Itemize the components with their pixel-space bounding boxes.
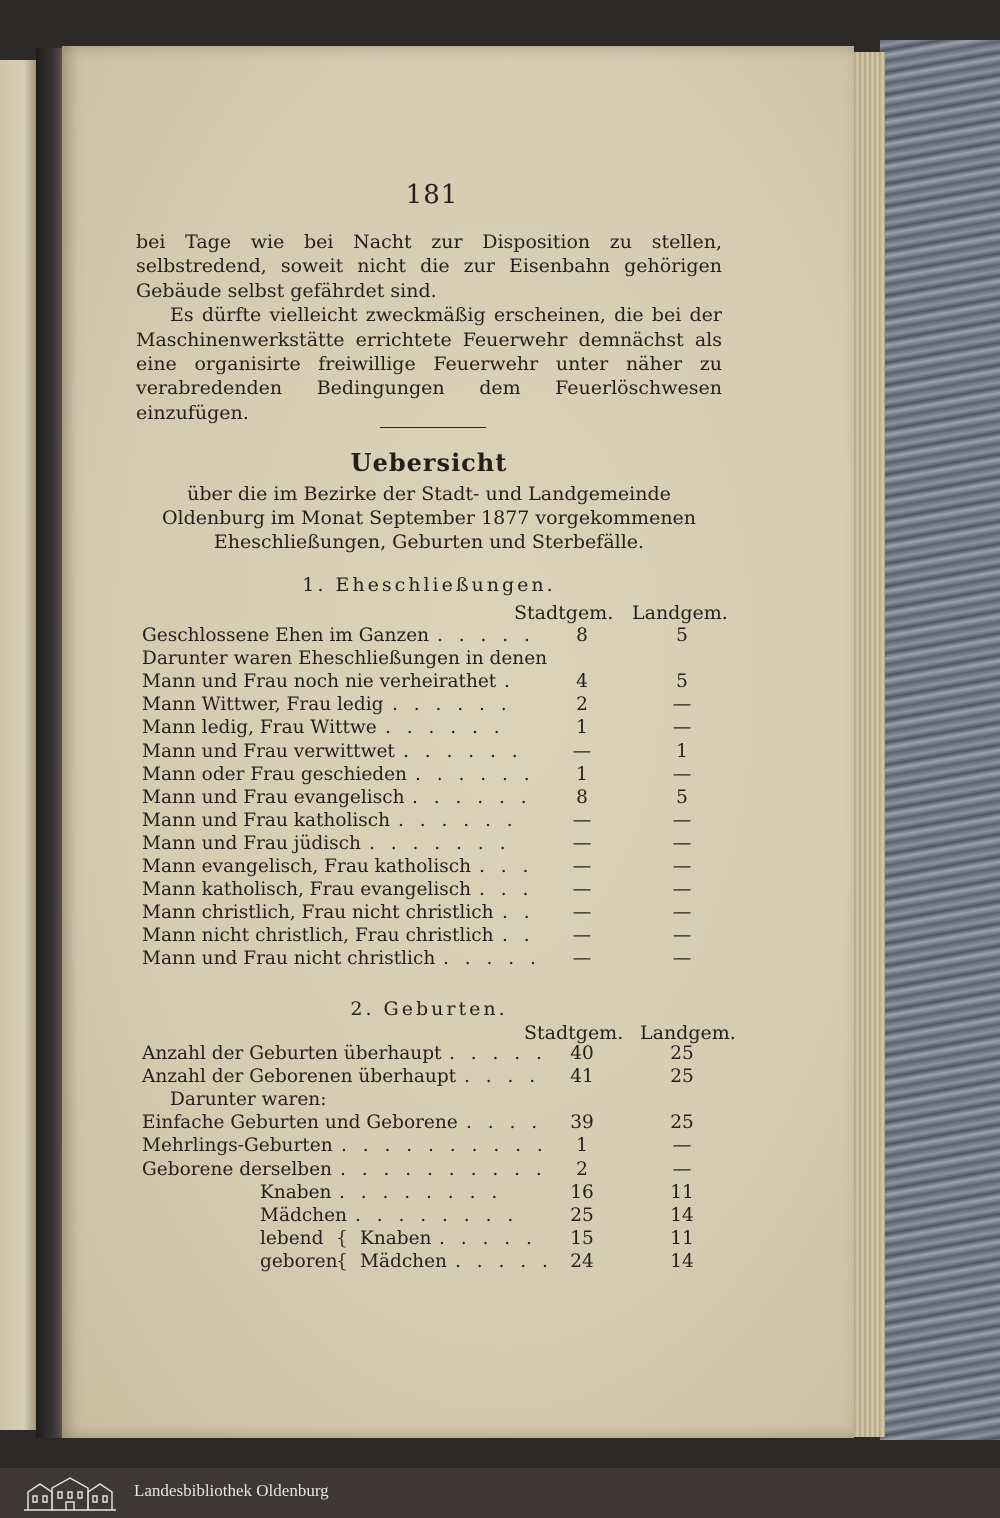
value-landgemeinde: 1	[676, 740, 688, 762]
value-stadtgemeinde: —	[572, 925, 592, 947]
value-landgemeinde: 11	[670, 1181, 694, 1203]
paragraph: Es dürfte vielleicht zweckmäßig erscheinen, die bei der Maschinenwerkstätte errichtete Feuerwehr demnächst als eine organisirte freiwillige Feuerwehr unter näher zu verabredenden Bedingungen dem Feuerlöschwesen einzufügen.	[136, 304, 722, 424]
library-name: Landesbibliothek Oldenburg	[134, 1481, 329, 1500]
row-label: Mann evangelisch, Frau katholisch	[142, 856, 472, 877]
table-heading: Uebersicht	[350, 448, 508, 477]
value-landgemeinde: —	[672, 925, 692, 947]
value-stadtgemeinde: 41	[570, 1066, 594, 1088]
value-stadtgemeinde: 40	[570, 1043, 594, 1064]
row-label: Geborene derselben	[142, 1158, 332, 1180]
column-header-stadt: Stadtgem.	[524, 1022, 624, 1044]
value-landgemeinde: —	[672, 1158, 692, 1180]
row-label: Mann und Frau katholisch	[142, 809, 391, 831]
row-label: Mann christlich, Frau nicht christlich	[142, 902, 494, 924]
table-row	[142, 878, 742, 901]
value-stadtgemeinde: 4	[576, 671, 588, 693]
row-label: Knaben	[260, 1181, 332, 1203]
table-row	[142, 1042, 742, 1065]
leader-dots: . . . . . . . .	[355, 1204, 519, 1226]
row-label: Mann Wittwer, Frau ledig	[142, 694, 384, 716]
value-landgemeinde: 25	[670, 1066, 694, 1088]
section-divider	[380, 427, 486, 428]
row-label: Mann und Frau nicht christlich	[142, 948, 436, 970]
table-row	[142, 809, 742, 832]
table-row	[142, 1111, 742, 1134]
table-row	[142, 1204, 742, 1227]
row-sublabel: Knaben	[360, 1227, 432, 1249]
table-row	[142, 647, 742, 670]
page-number: 181	[405, 180, 459, 210]
value-landgemeinde: —	[672, 856, 692, 877]
row-label: Geschlossene Ehen im Ganzen	[142, 625, 430, 646]
body-text	[136, 230, 722, 425]
value-stadtgemeinde: —	[572, 832, 592, 854]
leader-dots: . .	[502, 902, 535, 924]
table-row	[142, 1065, 742, 1088]
left-page-edge	[0, 60, 40, 1430]
value-stadtgemeinde: 1	[576, 717, 588, 739]
table-row	[142, 855, 742, 878]
value-stadtgemeinde: —	[572, 948, 592, 970]
row-label: Mann und Frau verwittwet	[142, 740, 395, 762]
value-stadtgemeinde: 8	[576, 786, 588, 808]
leader-dots: . . . . . . . . . .	[341, 1135, 548, 1157]
value-stadtgemeinde: 39	[570, 1112, 594, 1134]
value-landgemeinde: —	[672, 809, 692, 831]
value-landgemeinde: —	[672, 879, 692, 901]
table-row	[142, 693, 742, 716]
leader-dots: . .	[502, 925, 535, 947]
value-stadtgemeinde: 1	[576, 1135, 588, 1157]
table-subheading: über die im Bezirke der Stadt- und Landgemeinde Oldenburg im Monat September 1877 vorgekommenen Eheschließungen, Geburten und Sterbefälle.	[161, 483, 697, 553]
value-landgemeinde: —	[672, 1135, 692, 1157]
leader-dots: . . . . .	[455, 1250, 553, 1272]
value-landgemeinde: 11	[670, 1227, 694, 1249]
table-row	[142, 716, 742, 739]
table-row	[142, 786, 742, 809]
table-row	[142, 1250, 742, 1273]
column-header-stadt: Stadtgem.	[514, 602, 614, 624]
value-stadtgemeinde: 15	[570, 1227, 594, 1249]
row-label: Mann oder Frau geschieden	[142, 763, 407, 785]
value-stadtgemeinde: 24	[570, 1250, 594, 1272]
value-landgemeinde: —	[672, 763, 692, 785]
value-stadtgemeinde: —	[572, 740, 592, 762]
brace-mark: {	[336, 1227, 348, 1249]
leader-dots: . . .	[479, 856, 534, 877]
leader-dots: . . .	[479, 879, 534, 901]
value-stadtgemeinde: 2	[576, 694, 588, 716]
book-cover-edge	[880, 40, 1000, 1440]
value-landgemeinde: —	[672, 694, 692, 716]
value-stadtgemeinde: 25	[570, 1204, 594, 1226]
value-landgemeinde: 25	[670, 1112, 694, 1134]
row-label: lebend	[260, 1227, 324, 1249]
table-row	[142, 1227, 742, 1250]
table-row	[142, 740, 742, 763]
row-label: Anzahl der Geborenen überhaupt	[142, 1066, 457, 1088]
value-landgemeinde: 5	[676, 625, 688, 646]
value-landgemeinde: —	[672, 832, 692, 854]
brace-mark: {	[336, 1250, 348, 1272]
book-page	[62, 46, 854, 1438]
row-label: Darunter waren:	[170, 1089, 327, 1111]
row-label: Anzahl der Geburten überhaupt	[142, 1043, 442, 1064]
leader-dots: . . . . . .	[385, 717, 505, 739]
value-stadtgemeinde: 16	[570, 1181, 594, 1203]
row-label: geboren	[260, 1250, 338, 1272]
row-label: Mann ledig, Frau Wittwe	[142, 717, 377, 739]
value-landgemeinde: 5	[676, 786, 688, 808]
value-landgemeinde: —	[672, 948, 692, 970]
value-landgemeinde: —	[672, 902, 692, 924]
leader-dots: . . . . .	[439, 1227, 537, 1249]
table-row	[142, 624, 742, 647]
row-label: Mädchen	[260, 1204, 347, 1226]
leader-dots: .	[504, 671, 515, 693]
table-row	[142, 832, 742, 855]
table-row	[142, 1181, 742, 1204]
value-landgemeinde: —	[672, 717, 692, 739]
leader-dots: . . . . .	[437, 625, 535, 646]
table-row	[142, 901, 742, 924]
value-stadtgemeinde: —	[572, 902, 592, 924]
value-stadtgemeinde: 1	[576, 763, 588, 785]
leader-dots: . . . . . . . .	[339, 1181, 503, 1203]
table-row	[142, 924, 742, 947]
row-label: Mehrlings-Geburten	[142, 1135, 333, 1157]
footer-bar	[0, 1468, 1000, 1518]
value-stadtgemeinde: —	[572, 809, 592, 831]
value-stadtgemeinde: 8	[576, 625, 588, 646]
leader-dots: . . . . . .	[392, 694, 512, 716]
leader-dots: . . . . . .	[398, 809, 518, 831]
column-header-land: Landgem.	[632, 602, 728, 624]
table-row	[142, 1088, 742, 1111]
leader-dots: . . . .	[464, 1066, 541, 1088]
row-label: Darunter waren Eheschließungen in denen	[142, 648, 548, 670]
row-label: Mann und Frau jüdisch	[142, 832, 361, 854]
leader-dots: . . . . . .	[403, 740, 523, 762]
table-row	[142, 1134, 742, 1157]
column-header-land: Landgem.	[640, 1022, 736, 1044]
leader-dots: . . . . . . .	[369, 832, 511, 854]
value-landgemeinde: 5	[676, 671, 688, 693]
row-label: Mann katholisch, Frau evangelisch	[142, 879, 472, 901]
table-row	[142, 1158, 742, 1181]
section-title-marriages: 1. Eheschließungen.	[302, 574, 556, 596]
row-label: Mann und Frau evangelisch	[142, 786, 405, 808]
leader-dots: . . . . .	[443, 948, 541, 970]
value-stadtgemeinde: —	[572, 856, 592, 877]
table-row	[142, 670, 742, 693]
row-label: Mann und Frau noch nie verheirathet	[142, 671, 497, 693]
value-stadtgemeinde: —	[572, 879, 592, 901]
paragraph: bei Tage wie bei Nacht zur Disposition zu stellen, selbstredend, soweit nicht die zur Eisenbahn gehörigen Gebäude selbst gefährdet sind.	[136, 231, 722, 302]
row-label: Mann nicht christlich, Frau christlich	[142, 925, 494, 947]
table-row	[142, 763, 742, 786]
leader-dots: . . . . . . . . . .	[340, 1158, 547, 1180]
value-landgemeinde: 14	[670, 1204, 694, 1226]
row-label: Einfache Geburten und Geborene	[142, 1112, 458, 1134]
value-landgemeinde: 25	[670, 1043, 694, 1064]
leader-dots: . . . . . .	[415, 763, 535, 785]
leader-dots: . . . . .	[449, 1043, 547, 1064]
value-stadtgemeinde: 2	[576, 1158, 588, 1180]
library-building-icon	[20, 1474, 120, 1512]
section-title-births: 2. Geburten.	[350, 998, 508, 1020]
value-landgemeinde: 14	[670, 1250, 694, 1272]
leader-dots: . . . .	[466, 1112, 543, 1134]
leader-dots: . . . . . .	[412, 786, 532, 808]
row-sublabel: Mädchen	[360, 1250, 447, 1272]
table-row	[142, 947, 742, 970]
